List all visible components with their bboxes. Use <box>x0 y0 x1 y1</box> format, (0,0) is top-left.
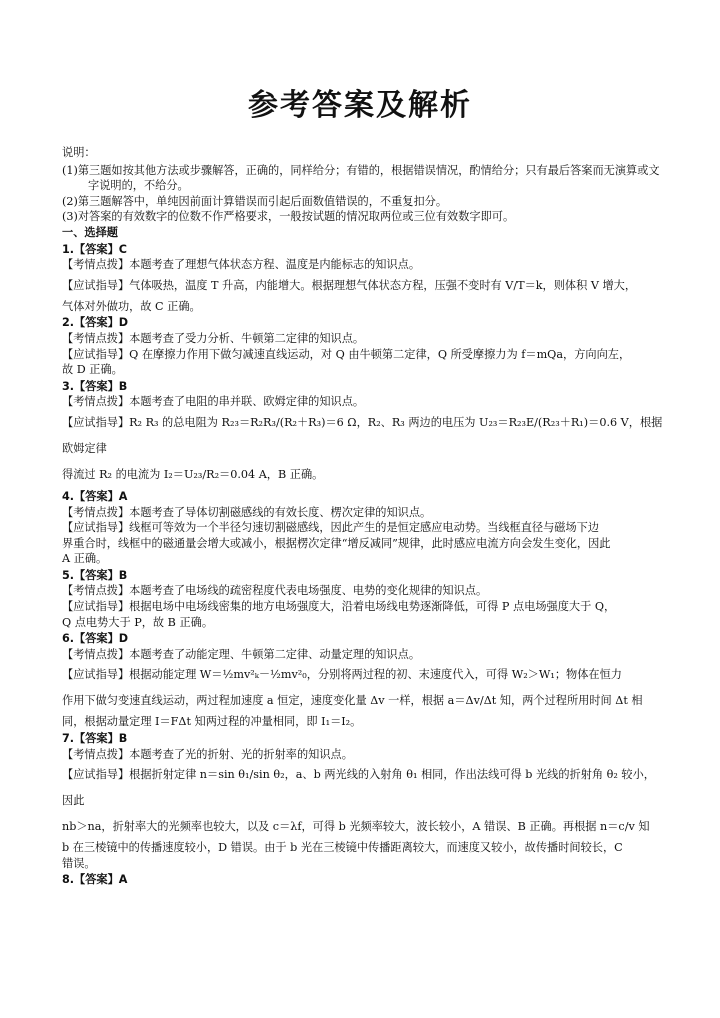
guide-line: 【应试指导】Q 在摩擦力作用下做匀减速直线运动，对 Q 由牛顿第二定律，Q 所受摩擦力为 f＝mQa，方向向左， <box>62 347 631 361</box>
guide-line: 同，根据动量定理 I＝FΔt 知两过程的冲量相同，即 I₁＝I₂。 <box>62 715 362 729</box>
guide-line: b 在三棱镜中的传播速度较小，D 错误。由于 b 光在三棱镜中传播距离较大，而速度又较小，故传播时间较长，C <box>62 841 623 855</box>
point-line: 【考情点拨】本题考查了受力分析、牛顿第二定律的知识点。 <box>62 331 365 345</box>
page-title: 参考答案及解析 <box>248 88 472 123</box>
answer-line: 5.【答案】B <box>62 568 128 582</box>
guide-line: 【应试指导】根据动能定理 W＝½mv²ₖ－½mv²₀，分别将两过程的初、末速度代入，可得 W₂＞W₁；物体在恒力 <box>62 668 622 682</box>
guide-line: 错误。 <box>62 856 96 870</box>
question-block <box>62 242 664 315</box>
point-line: 【考情点拨】本题考查了动能定理、牛顿第二定律、动量定理的知识点。 <box>62 647 421 661</box>
answer-line: 4.【答案】A <box>62 489 128 503</box>
answer-line: 2.【答案】D <box>62 316 129 330</box>
answer-line: 8.【答案】A <box>62 873 128 887</box>
note-item: (2)第三题解答中，单纯因前面计算错误而引起后面数值错误的，不重复扣分。 <box>62 194 448 208</box>
guide-line: 界重合时，线框中的磁通量会增大或减小，根据楞次定律“增反减同”规律，此时感应电流方向会发生变化，因此 <box>62 536 611 550</box>
guide-line: 故 D 正确。 <box>62 363 123 377</box>
guide-line: 【应试指导】气体吸热，温度 T 升高，内能增大。根据理想气体状态方程，压强不变时有 V/T＝k，则体积 V 增大， <box>62 278 637 292</box>
question-block <box>62 489 664 567</box>
point-line: 【考情点拨】本题考查了理想气体状态方程、温度是内能标志的知识点。 <box>62 258 421 272</box>
point-line: 【考情点拨】本题考查了电场线的疏密程度代表电场强度、电势的变化规律的知识点。 <box>62 584 488 598</box>
question-block <box>62 631 664 730</box>
guide-line: 得流过 R₂ 的电流为 I₂＝U₂₃/R₂＝0.04 A，B 正确。 <box>62 467 324 481</box>
question-block <box>62 379 664 488</box>
content <box>62 145 664 888</box>
answer-line: 7.【答案】B <box>62 732 128 746</box>
notes-label: 说明： <box>62 146 96 159</box>
question-block <box>62 731 664 871</box>
answer-line: 1.【答案】C <box>62 242 127 256</box>
guide-line: 【应试指导】线框可等效为一个半径匀速切割磁感线，因此产生的是恒定感应电动势。当线框直径与磁场下边 <box>62 521 600 535</box>
answer-line: 3.【答案】B <box>62 379 128 393</box>
point-line: 【考情点拨】本题考查了光的折射、光的折射率的知识点。 <box>62 747 353 761</box>
question-block <box>62 568 664 630</box>
guide-line: nb＞na，折射率大的光频率也较大，以及 c＝λf，可得 b 光频率较大，波长较小，A 错误、B 正确。再根据 n＝c/v 知 <box>62 820 650 834</box>
question-block <box>62 872 664 888</box>
guide-line: A 正确。 <box>62 552 108 566</box>
point-line: 【考情点拨】本题考查了导体切割磁感线的有效长度、楞次定律的知识点。 <box>62 505 432 519</box>
guide-line: 【应试指导】根据折射定律 n＝sin θ₁/sin θ₂，a、b 两光线的入射角 θ₁ 相同，作出法线可得 b 光线的折射角 θ₂ 较小，因此 <box>62 768 655 808</box>
note-item: (3)对答案的有效数字的位数不作严格要求，一般按试题的情况取两位或三位有效数字即可。 <box>62 210 515 224</box>
point-line: 【考情点拨】本题考查了电阻的串并联、欧姆定律的知识点。 <box>62 395 365 409</box>
guide-line: 【应试指导】根据电场中电场线密集的地方电场强度大，沿着电场线电势逐渐降低，可得 P 点电场强度大于 Q， <box>62 600 616 614</box>
note-item: (1)第三题如按其他方法或步骤解答，正确的，同样给分；有错的，根据错误情况，酌情给分；只有最后答案而无演算或文字说明的，不给分。 <box>62 163 660 193</box>
answer-line: 6.【答案】D <box>62 632 129 646</box>
guide-line: 气体对外做功，故 C 正确。 <box>62 299 201 313</box>
section-heading: 一、选择题 <box>62 225 118 239</box>
guide-line: 【应试指导】R₂ R₃ 的总电阻为 R₂₃＝R₂R₃/(R₂＋R₃)＝6 Ω，R₂、R₃ 两边的电压为 U₂₃＝R₂₃E/(R₂₃＋R₁)＝0.6 V，根据欧姆定律 <box>62 415 663 455</box>
guide-line: Q 点电势大于 P，故 B 正确。 <box>62 615 214 629</box>
question-block <box>62 315 664 377</box>
guide-line: 作用下做匀变速直线运动，两过程加速度 a 恒定，速度变化量 Δv 一样，根据 a＝Δv/Δt 知，两个过程所用时间 Δt 相 <box>62 694 643 708</box>
